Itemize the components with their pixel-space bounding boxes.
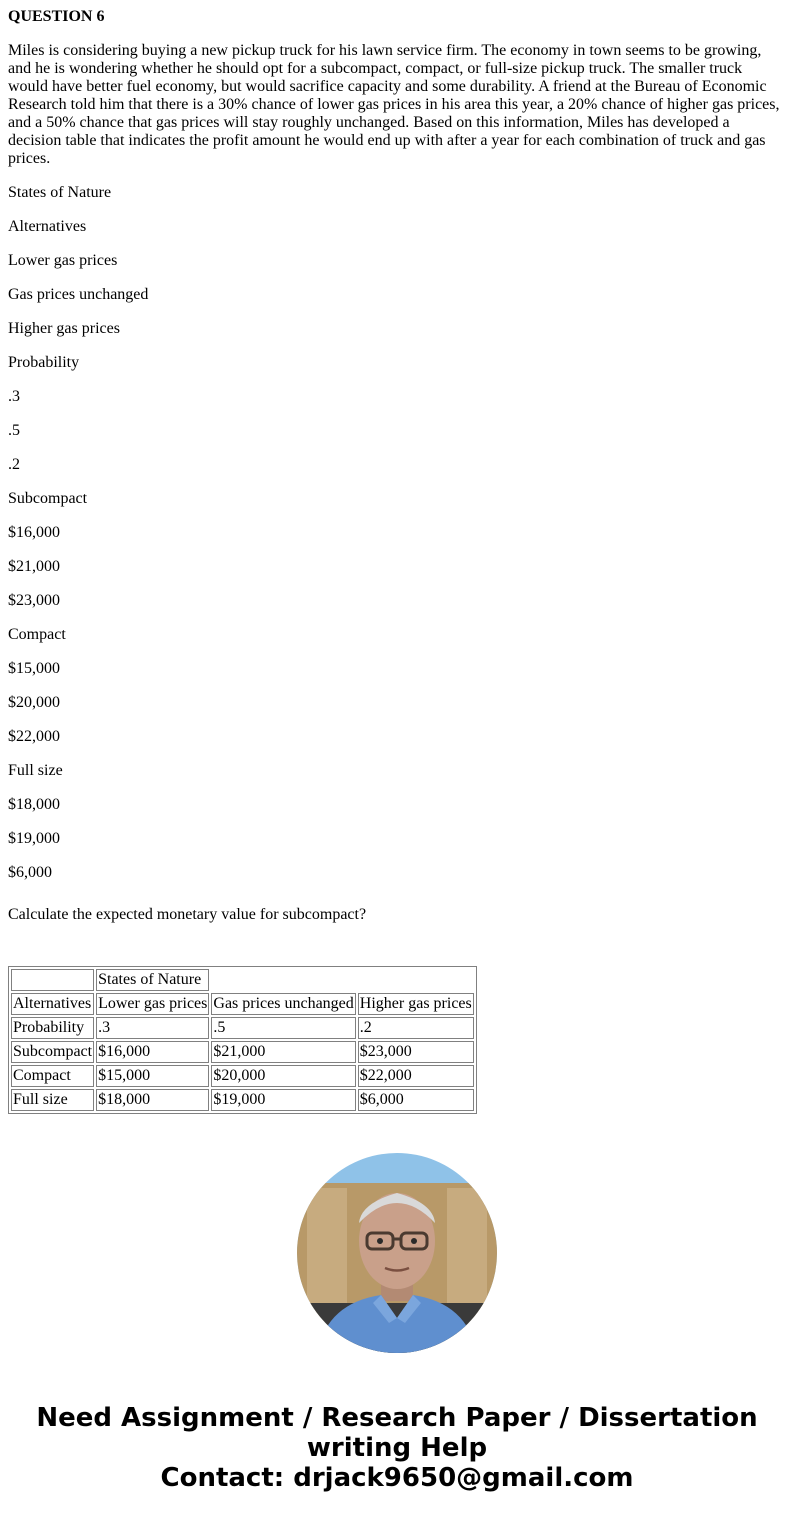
flat-line: $16,000 xyxy=(8,524,60,541)
table-cell: $20,000 xyxy=(211,1065,355,1087)
flat-line: $22,000 xyxy=(8,728,60,745)
flat-line: .2 xyxy=(8,456,20,473)
question-content xyxy=(8,8,784,924)
table-row xyxy=(11,1089,474,1111)
table-header-cell: Higher gas prices xyxy=(358,993,474,1015)
flat-line: Lower gas prices xyxy=(8,252,118,269)
flat-line: Full size xyxy=(8,762,63,779)
avatar xyxy=(297,1153,497,1353)
table-row-label: Full size xyxy=(11,1089,94,1111)
flat-line: $20,000 xyxy=(8,694,60,711)
flat-line: Alternatives xyxy=(8,218,87,235)
decision-table xyxy=(8,966,477,1114)
flat-line: $21,000 xyxy=(8,558,60,575)
footer-line: writing Help xyxy=(306,1433,488,1463)
table-cell: .2 xyxy=(358,1017,474,1039)
flat-line: $15,000 xyxy=(8,660,60,677)
table-cell: .5 xyxy=(211,1017,355,1039)
table-row xyxy=(11,969,474,991)
question-intro: Miles is considering buying a new pickup truck for his lawn service firm. The economy in town seems to be growing, and he is wondering whether he should opt for a subcompact, compact, or full-size pickup truck. The smaller truck would have better fuel economy, but would sacrifice capacity and some durability. A friend at the Bureau of Economic Research told him that there is a 30% chance of lower gas prices in his area this year, a 20% chance of higher gas prices, and a 50% chance that gas prices will stay roughly unchanged. Based on this information, Miles has developed a decision table that indicates the profit amount he would end up with after a year for each combination of truck and gas prices. xyxy=(8,42,780,167)
flat-line: Subcompact xyxy=(8,490,88,507)
table-row-label: Subcompact xyxy=(11,1041,94,1063)
table-header-cell: Gas prices unchanged xyxy=(211,993,355,1015)
flat-line: States of Nature xyxy=(8,184,112,201)
flat-line: .3 xyxy=(8,388,20,405)
table-cell: $23,000 xyxy=(358,1041,474,1063)
avatar-portrait-icon xyxy=(297,1153,497,1353)
footer-contact: Contact: drjack9650@gmail.com xyxy=(160,1463,634,1493)
table-header-states: States of Nature xyxy=(96,969,209,991)
table-cell: $21,000 xyxy=(211,1041,355,1063)
table-cell: .3 xyxy=(96,1017,209,1039)
table-row xyxy=(11,993,474,1015)
table-row xyxy=(11,1041,474,1063)
table-row-label: Probability xyxy=(11,1017,94,1039)
flat-line: .5 xyxy=(8,422,20,439)
flat-line: $18,000 xyxy=(8,796,60,813)
table-cell: $22,000 xyxy=(358,1065,474,1087)
table-cell-empty xyxy=(11,969,94,991)
footer-banner xyxy=(0,1403,794,1493)
question-prompt: Calculate the expected monetary value for subcompact? xyxy=(8,906,367,923)
table-cell: $6,000 xyxy=(358,1089,474,1111)
flat-line: $23,000 xyxy=(8,592,60,609)
table-cell: $16,000 xyxy=(96,1041,209,1063)
table-row-label: Compact xyxy=(11,1065,94,1087)
question-title: QUESTION 6 xyxy=(8,8,105,25)
flat-line: $6,000 xyxy=(8,864,52,881)
table-header-cell: Alternatives xyxy=(11,993,94,1015)
flat-line: $19,000 xyxy=(8,830,60,847)
flat-line: Probability xyxy=(8,354,80,371)
flat-line: Higher gas prices xyxy=(8,320,120,337)
table-row xyxy=(11,1017,474,1039)
flat-line: Compact xyxy=(8,626,66,643)
flat-line: Gas prices unchanged xyxy=(8,286,149,303)
table-cell: $19,000 xyxy=(211,1089,355,1111)
table-header-cell: Lower gas prices xyxy=(96,993,209,1015)
table-cell: $18,000 xyxy=(96,1089,209,1111)
table-row xyxy=(11,1065,474,1087)
footer-line: Need Assignment / Research Paper / Dissertation xyxy=(36,1403,758,1433)
table-cell: $15,000 xyxy=(96,1065,209,1087)
